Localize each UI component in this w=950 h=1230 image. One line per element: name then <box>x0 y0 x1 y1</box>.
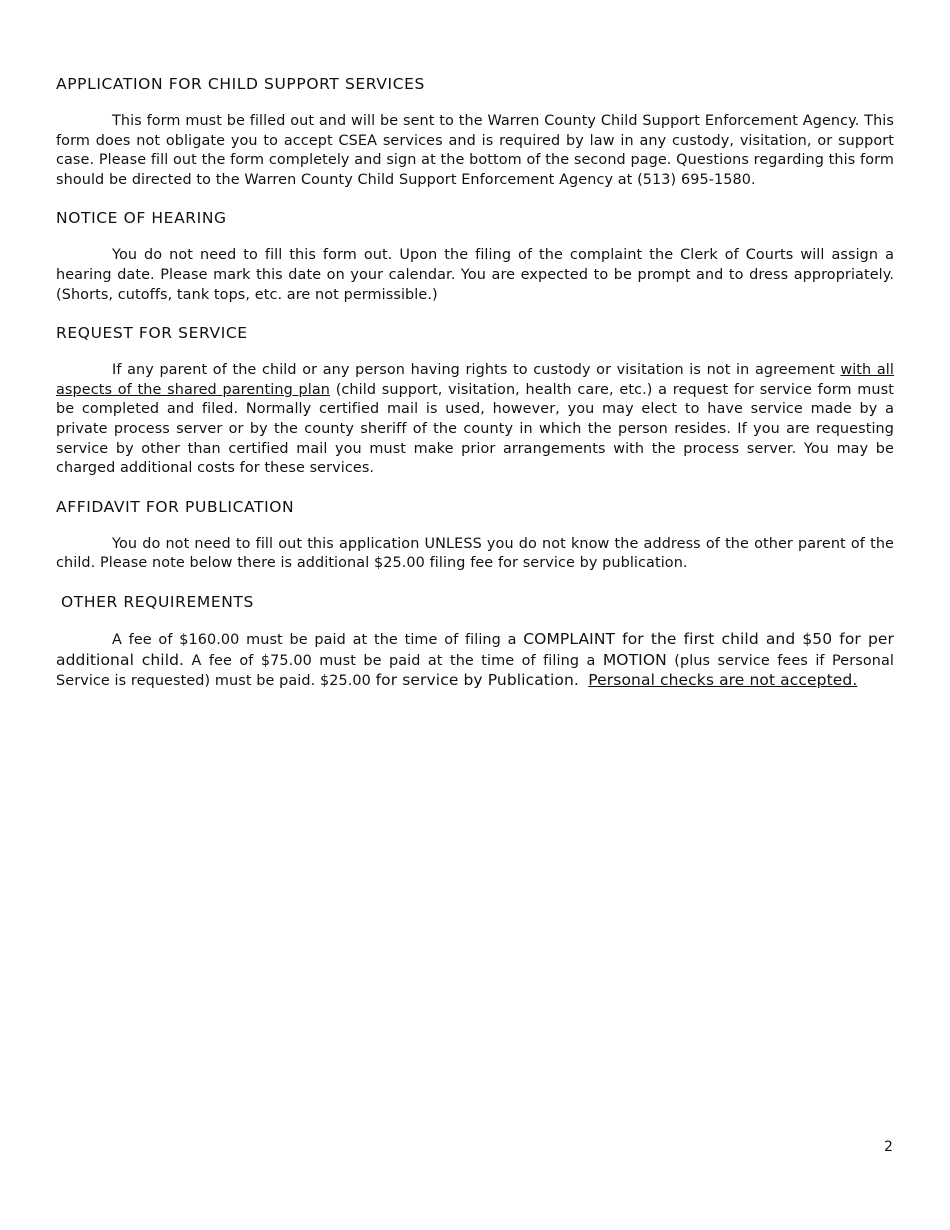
section-body <box>56 361 894 479</box>
section-affidavit-for-publication <box>56 496 894 574</box>
body-text: A fee of $75.00 must be paid at the time of filing a <box>184 652 603 669</box>
section-request-for-service <box>56 322 894 479</box>
section-body: You do not need to fill out this application UNLESS you do not know the address of the other parent of the child. Please note below there is additional $25.00 filing fee for service by publication. <box>56 535 894 572</box>
section-body: You do not need to fill this form out. Upon the filing of the complaint the Clerk of Courts will assign a hearing date. Please mark this date on your calendar. You are expected to be prompt and to dress appropriately. (Shorts, cutoffs, tank tops, etc. are not permissible.) <box>56 247 894 303</box>
section-application <box>56 73 894 190</box>
section-heading: REQUEST FOR SERVICE <box>56 324 248 343</box>
section-heading: NOTICE OF HEARING <box>56 209 227 228</box>
body-text: COMPLAINT for the first child and $50 for per additional child. <box>56 629 894 669</box>
body-text: for service by Publication. <box>375 671 579 690</box>
section-body: This form must be filled out and will be sent to the Warren County Child Support Enforcement Agency. This form does not obligate you to accept CSEA services and is required by law in any custody, visitation, or support case. Please fill out the form completely and sign at the bottom of the second page. Questions regarding this form should be directed to the Warren County Child Support Enforcement Agency at (513) 695-1580. <box>56 113 894 188</box>
section-heading: APPLICATION FOR CHILD SUPPORT SERVICES <box>56 75 425 93</box>
section-notice-of-hearing <box>56 207 894 305</box>
underlined-text: Personal checks are not accepted. <box>588 671 858 690</box>
body-text: (child support, visitation, health care, etc.) a request for service form must be completed and filed. Normally certified mail is used, however, you may elect to have service made by a private process server or by the county sheriff of the county in which the person resides. If you are requesting service by other than certified mail you must make prior arrangements with the process server. You may be charged additional costs for these services. <box>56 381 894 477</box>
document-page <box>56 73 894 709</box>
page-number: 2 <box>884 1139 893 1155</box>
section-heading: OTHER REQUIREMENTS <box>61 592 254 611</box>
underlined-text: with all aspects of the shared parenting plan <box>56 362 894 398</box>
body-text: (plus service fees if Personal Service is requested) must be paid. $25.00 <box>56 652 894 690</box>
body-text: MOTION <box>602 650 667 669</box>
body-text: A fee of $160.00 must be paid at the time of filing a <box>112 631 524 648</box>
body-text: If any parent of the child or any person having rights to custody or visitation is not in agreement <box>112 362 841 379</box>
section-body <box>56 630 894 692</box>
section-heading: AFFIDAVIT FOR PUBLICATION <box>56 497 295 516</box>
section-other-requirements <box>56 591 894 692</box>
